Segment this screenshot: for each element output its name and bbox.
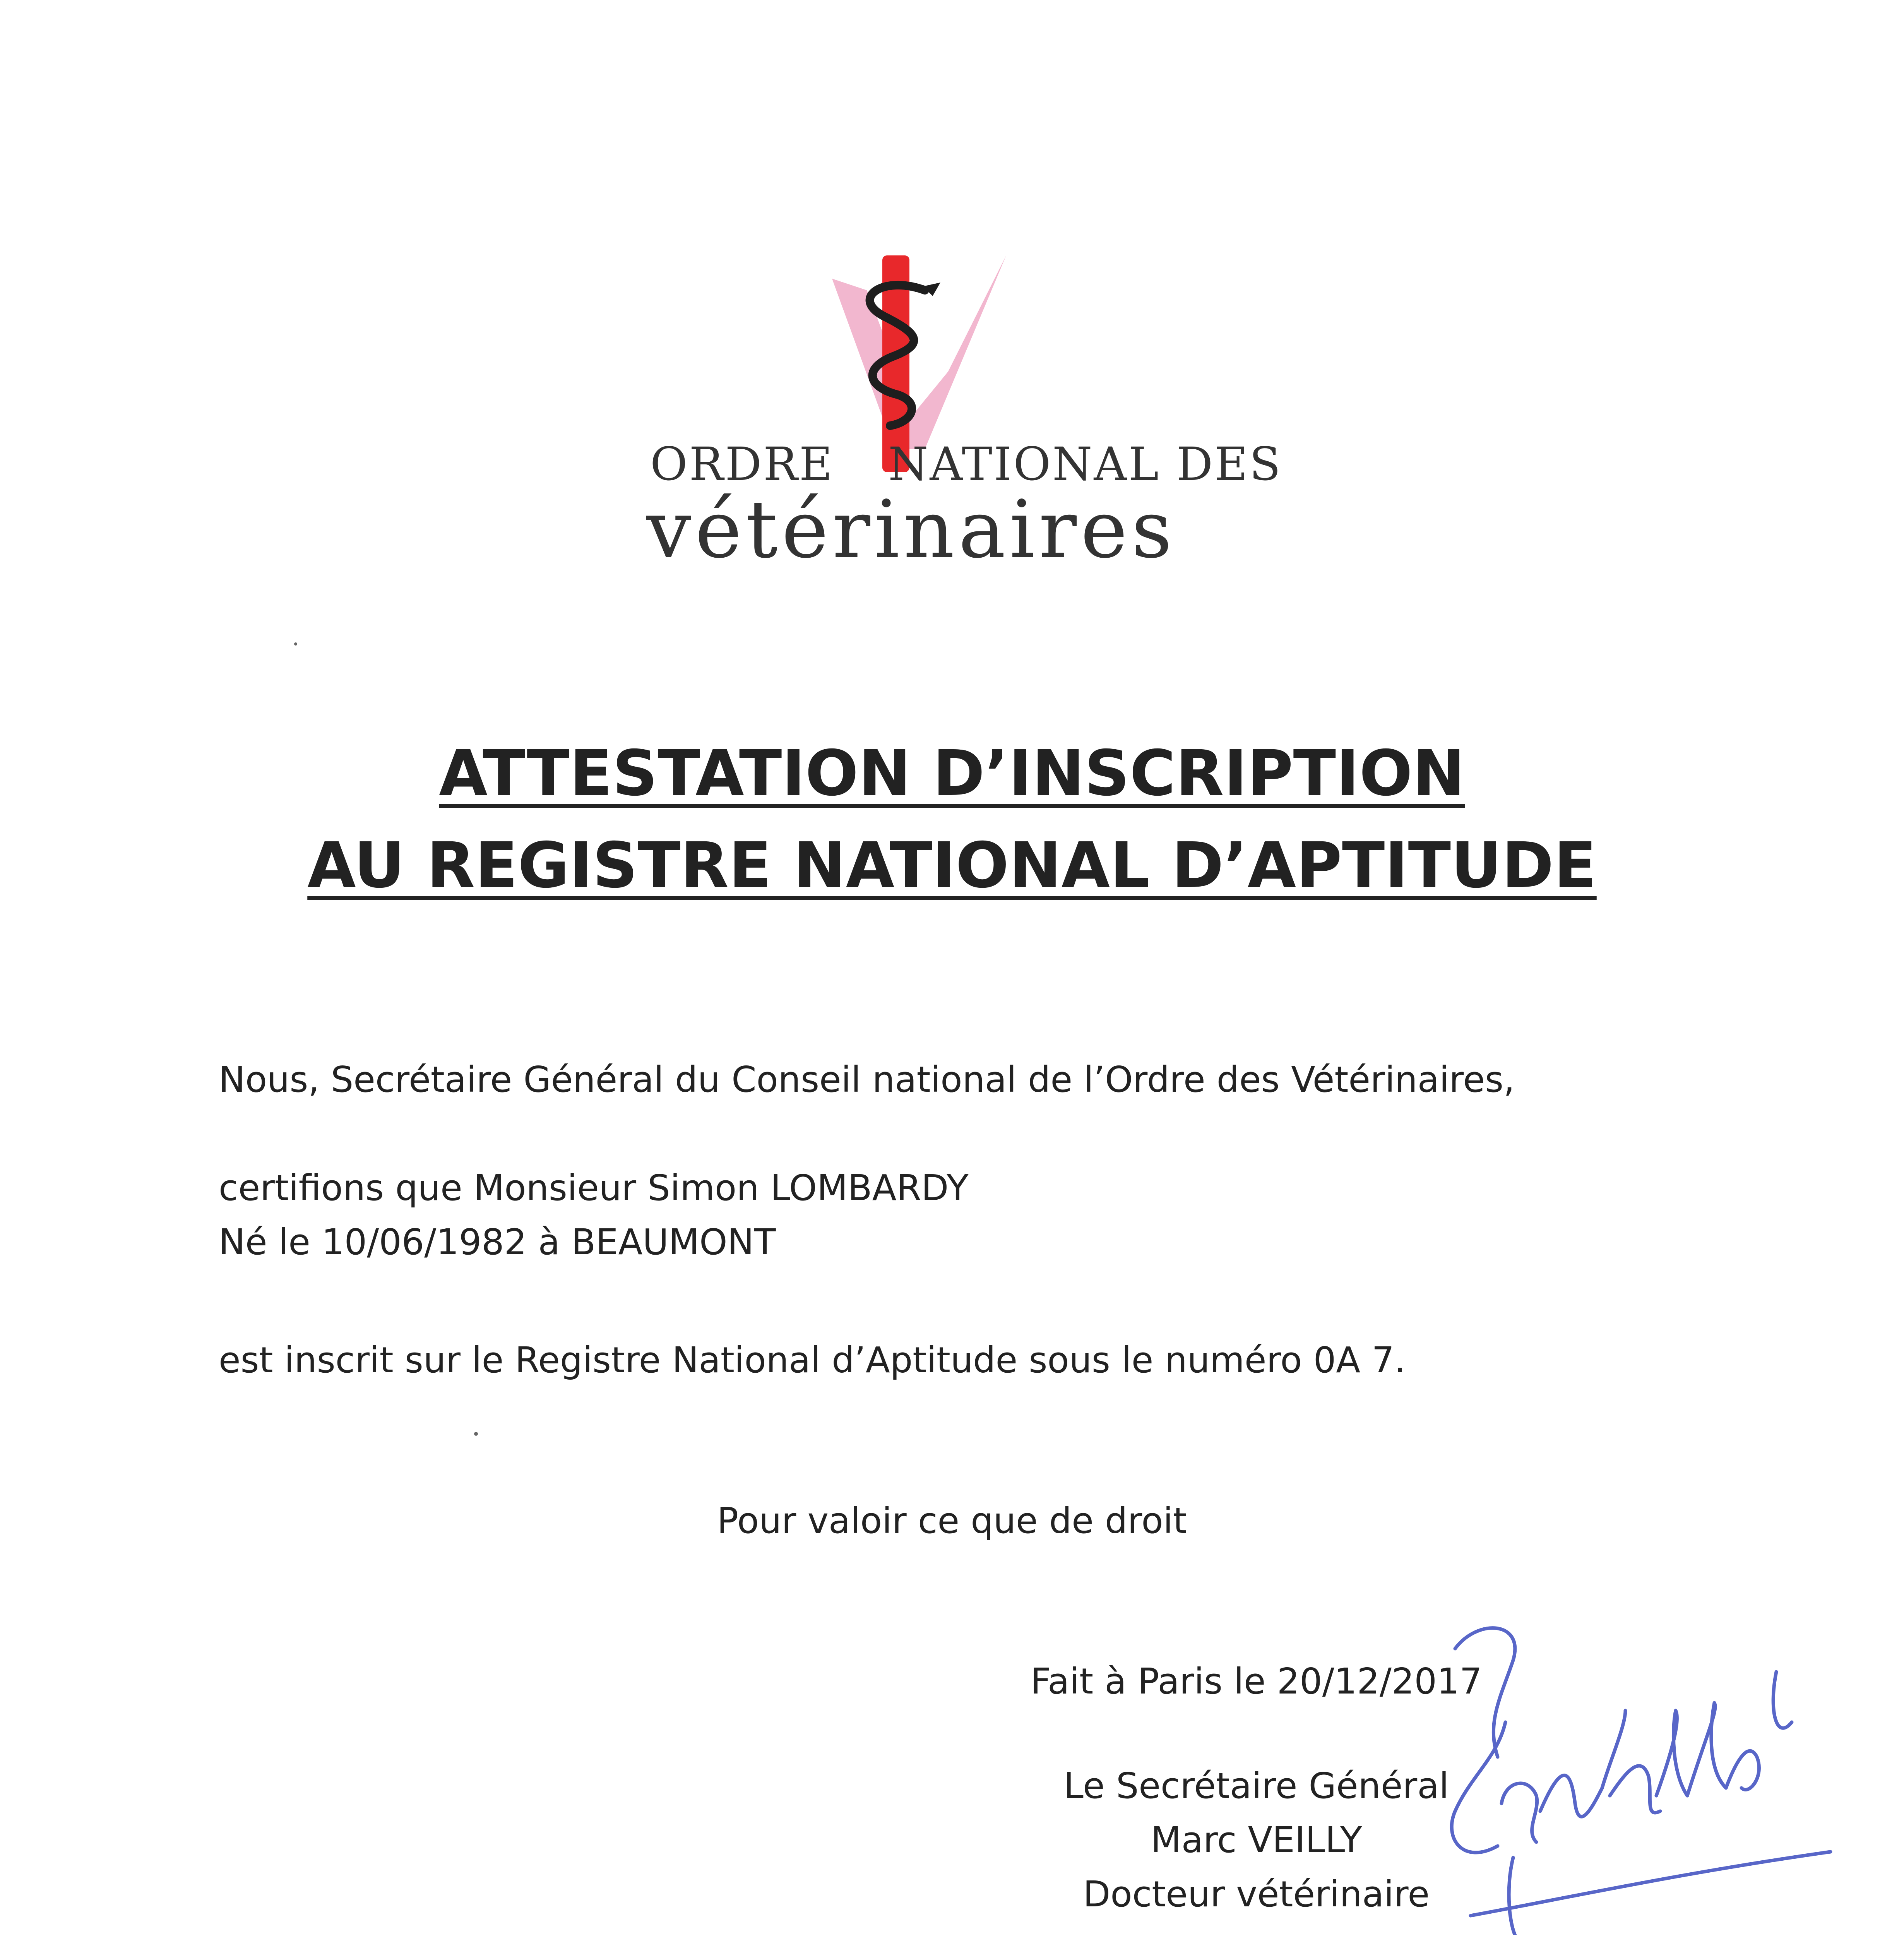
ordre-veterinaires-logo xyxy=(635,232,1282,580)
registration-line: est inscrit sur le Registre National d’Aptitude sous le numéro 0A 7. xyxy=(219,1339,1406,1381)
document-title xyxy=(0,728,1904,912)
certification-line: certifions que Monsieur Simon LOMBARDY xyxy=(219,1167,969,1209)
birth-line: Né le 10/06/1982 à BEAUMONT xyxy=(219,1221,776,1263)
scan-speck xyxy=(474,1432,478,1436)
signatory-title: Docteur vétérinaire xyxy=(1083,1873,1430,1915)
handwritten-signature-icon xyxy=(1409,1594,1834,1935)
signatory-role: Le Secrétaire Général xyxy=(1063,1765,1449,1807)
place-date: Fait à Paris le 20/12/2017 xyxy=(1030,1661,1482,1702)
logo-text-national-des: NATIONAL DES xyxy=(888,437,1282,491)
logo-text-line1 xyxy=(650,437,1289,491)
title-line1: ATTESTATION D’INSCRIPTION xyxy=(439,737,1465,810)
logo-text-veterinaires: vétérinaires xyxy=(646,484,1176,576)
title-line2: AU REGISTRE NATIONAL D’APTITUDE xyxy=(307,829,1597,902)
logo-text-ordre: ORDRE xyxy=(650,437,834,491)
signatory-name: Marc VEILLY xyxy=(1151,1819,1362,1861)
closing-line: Pour valoir ce que de droit xyxy=(717,1500,1187,1541)
intro-line: Nous, Secrétaire Général du Conseil national de l’Ordre des Vétérinaires, xyxy=(219,1059,1515,1100)
scan-speck xyxy=(294,642,297,646)
